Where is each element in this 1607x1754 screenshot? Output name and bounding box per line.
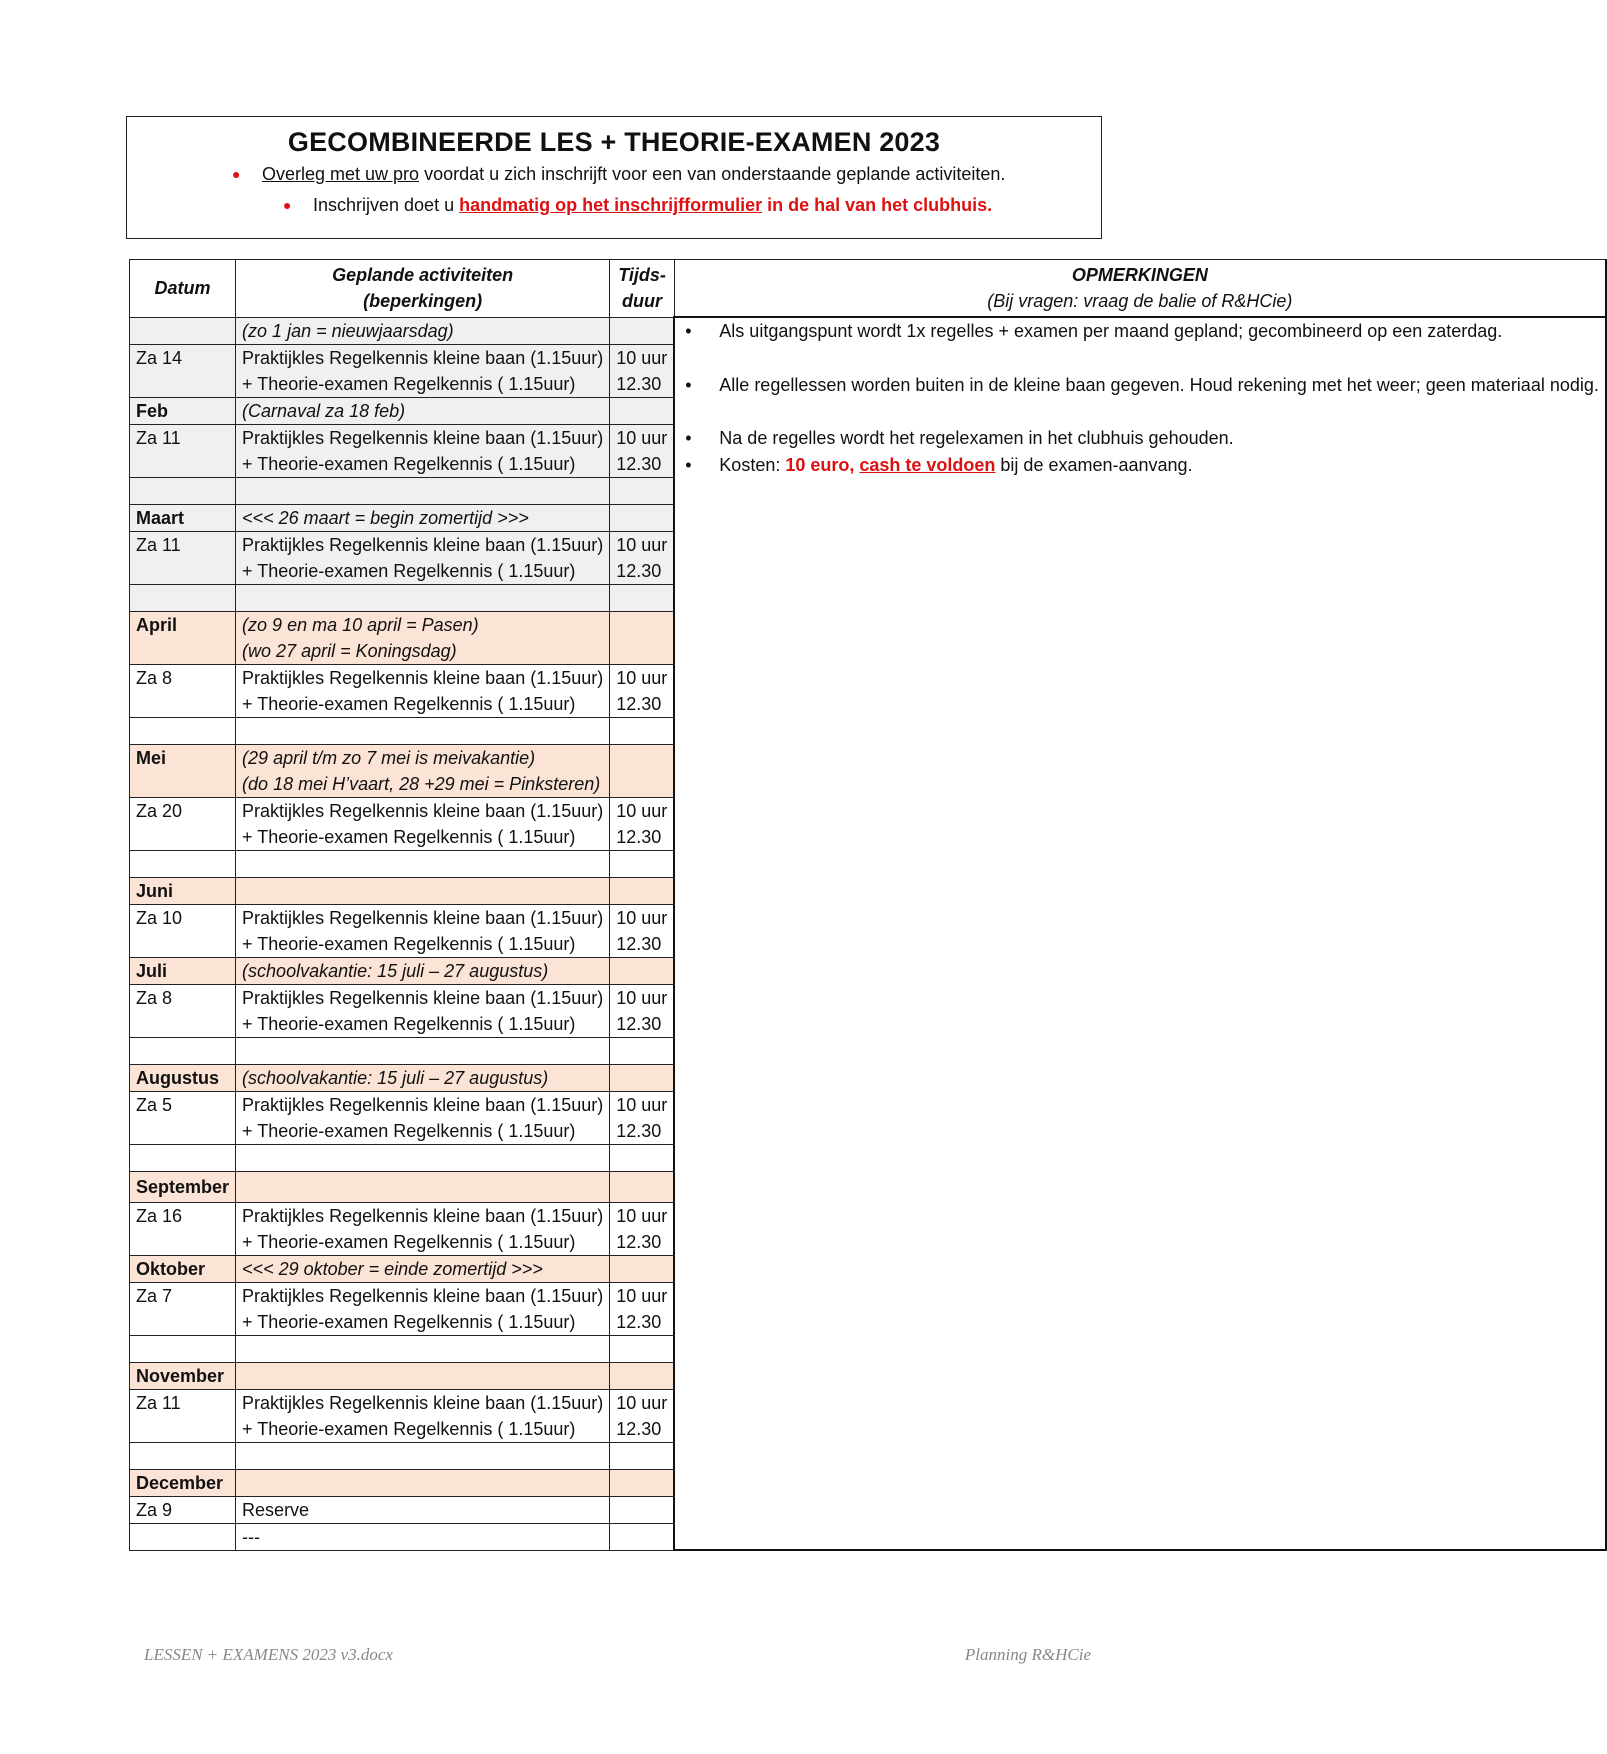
table-row: Feb (Carnaval za 18 feb) xyxy=(130,397,1606,424)
instruction-2-red-underlined: handmatig op het inschrijfformulier xyxy=(459,195,763,215)
bullet-icon: ● xyxy=(283,197,292,213)
instruction-1-underlined: Overleg met uw pro xyxy=(262,164,420,184)
col-header-opmerkingen: OPMERKINGEN (Bij vragen: vraag de balie of R&HCie) xyxy=(674,260,1606,318)
table-row: Za 7 Praktijkles Regelkennis kleine baan (1.15uur) + Theorie-examen Regelkennis ( 1.15uur) 10 uur 12.30 xyxy=(130,1282,1606,1335)
remark-item: • Kosten: 10 euro, cash te voldoen bij de examen-aanvang. xyxy=(719,452,1599,479)
table-row: Za 16 Praktijkles Regelkennis kleine baan (1.15uur) + Theorie-examen Regelkennis ( 1.15uur) 10 uur 12.30 xyxy=(130,1202,1606,1255)
table-row: Za 10 Praktijkles Regelkennis kleine baan (1.15uur) + Theorie-examen Regelkennis ( 1.15uur) 10 uur 12.30 xyxy=(130,904,1606,957)
remark-item: • Als uitgangspunt wordt 1x regelles + examen per maand gepland; gecombineerd op een zaterdag. xyxy=(719,318,1599,345)
table-row: April (zo 9 en ma 10 april = Pasen) (wo 27 april = Koningsdag) xyxy=(130,611,1606,664)
table-header-row xyxy=(130,260,1606,318)
remark-item: • Alle regellessen worden buiten in de kleine baan gegeven. Houd rekening met het weer; geen materiaal nodig. xyxy=(719,372,1599,399)
footer-label: Planning R&HCie xyxy=(964,1645,1091,1664)
schedule-table xyxy=(129,259,1607,1551)
table-row: Augustus (schoolvakantie: 15 juli – 27 augustus) xyxy=(130,1064,1606,1091)
instruction-2-red-end: in de hal van het clubhuis. xyxy=(762,195,993,215)
table-row: Mei (29 april t/m zo 7 mei is meivakantie) (do 18 mei H’vaart, 28 +29 mei = Pinksteren) xyxy=(130,744,1606,797)
remark-item: • Na de regelles wordt het regelexamen in het clubhuis gehouden. xyxy=(719,425,1599,452)
table-row: Za 8 Praktijkles Regelkennis kleine baan (1.15uur) + Theorie-examen Regelkennis ( 1.15uur) 10 uur 12.30 xyxy=(130,664,1606,717)
page-title: GECOMBINEERDE LES + THEORIE-EXAMEN 2023 xyxy=(287,127,941,157)
footer-filename: LESSEN + EXAMENS 2023 v3.docx xyxy=(144,1645,393,1664)
instruction-line-1 xyxy=(232,164,1006,185)
col-header-activiteiten: Geplande activiteiten (beperkingen) xyxy=(236,260,610,318)
instruction-line-2 xyxy=(283,195,993,216)
table-row: Za 14 Praktijkles Regelkennis kleine baan (1.15uur) + Theorie-examen Regelkennis ( 1.15uur) 10 uur 12.30 xyxy=(130,344,1606,397)
col-header-datum: Datum xyxy=(130,260,236,318)
table-row: Za 5 Praktijkles Regelkennis kleine baan (1.15uur) + Theorie-examen Regelkennis ( 1.15uur) 10 uur 12.30 xyxy=(130,1091,1606,1144)
table-row: Oktober <<< 29 oktober = einde zomertijd >>> xyxy=(130,1255,1606,1282)
instruction-2-start: Inschrijven doet u xyxy=(313,195,460,215)
table-row: Juli (schoolvakantie: 15 juli – 27 augustus) xyxy=(130,957,1606,984)
table-row: Za 11 Praktijkles Regelkennis kleine baan (1.15uur) + Theorie-examen Regelkennis ( 1.15uur) 10 uur 12.30 xyxy=(130,531,1606,584)
table-row: Maart <<< 26 maart = begin zomertijd >>> xyxy=(130,504,1606,531)
table-row: (zo 1 jan = nieuwjaarsdag) • Als uitgangspunt wordt 1x regelles + examen per maand gepland; gecombineerd op een zaterdag. • Alle regellessen worden buiten in de kleine baan gegeven. Houd rekening met het weer; geen materiaal nodig. • Na de regelles wordt het regelexamen in het clubhuis gehouden. • Kosten: 10 euro, cash te voldoen bij de examen-aanvang. xyxy=(130,317,1606,344)
table-row: Za 9 Reserve xyxy=(130,1496,1606,1523)
table-row: Za 8 Praktijkles Regelkennis kleine baan (1.15uur) + Theorie-examen Regelkennis ( 1.15uur) 10 uur 12.30 xyxy=(130,984,1606,1037)
table-row: Za 11 Praktijkles Regelkennis kleine baan (1.15uur) + Theorie-examen Regelkennis ( 1.15uur) 10 uur 12.30 xyxy=(130,424,1606,477)
remarks-list xyxy=(681,318,1599,478)
table-row: September xyxy=(130,1171,1606,1202)
table-row: --- xyxy=(130,1523,1606,1550)
bullet-icon: ● xyxy=(232,166,241,182)
instruction-1-rest: voordat u zich inschrijft voor een van onderstaande geplande activiteiten. xyxy=(419,164,1006,184)
table-row: November xyxy=(130,1362,1606,1389)
col-header-duur: Tijds- duur xyxy=(610,260,675,318)
remarks-cell xyxy=(674,317,1606,1550)
table-row: December xyxy=(130,1469,1606,1496)
header-box xyxy=(126,116,1102,239)
table-row: Juni xyxy=(130,877,1606,904)
table-row: Za 11 Praktijkles Regelkennis kleine baan (1.15uur) + Theorie-examen Regelkennis ( 1.15uur) 10 uur 12.30 xyxy=(130,1389,1606,1442)
table-row: Za 20 Praktijkles Regelkennis kleine baan (1.15uur) + Theorie-examen Regelkennis ( 1.15uur) 10 uur 12.30 xyxy=(130,797,1606,850)
